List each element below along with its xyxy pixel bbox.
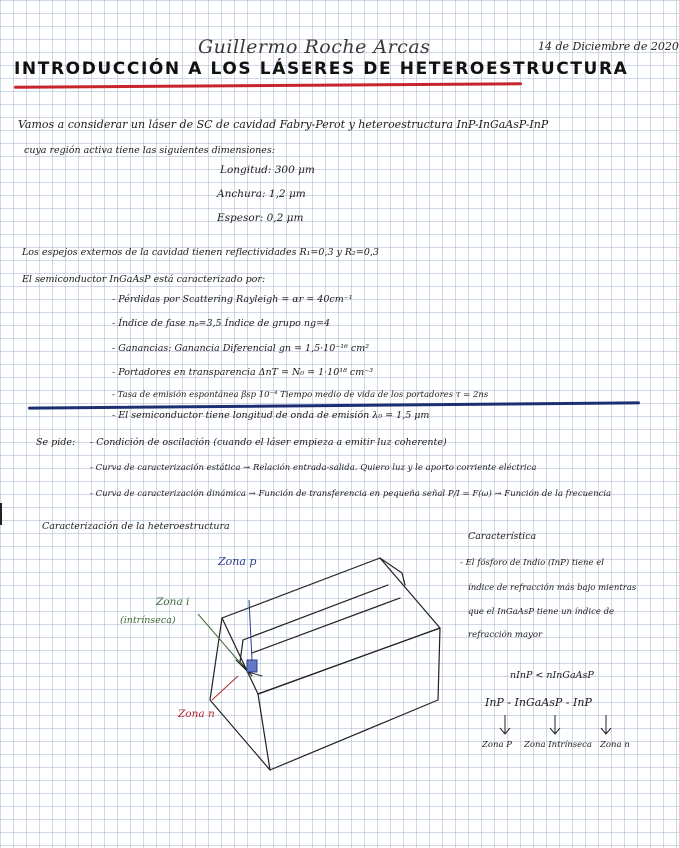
diagram-title: Caracterización de la heteroestructura xyxy=(42,521,230,532)
asked-static-curve: - Curva de caracterización estática → Relación entrada-salida. Quiero luz y le aporto corriente eléctrica xyxy=(90,463,537,473)
intro-line-2: cuya región activa tiene las siguientes dimensiones: xyxy=(24,145,275,156)
page-title: INTRODUCCIÓN A LOS LÁSERES DE HETEROESTRUCTURA xyxy=(14,59,629,79)
notes-title: Característica xyxy=(468,531,537,542)
asked-dynamic-curve: - Curva de caracterización dinámica → Función de transferencia en pequeña señal P/I = F(ω) → Función de la frecuencia xyxy=(90,489,612,499)
notes-zone-p: Zona P xyxy=(482,740,512,750)
notes-zone-n: Zona n xyxy=(600,740,630,750)
item-rayleigh: - Pérdidas por Scattering Rayleigh = αr = 40cm⁻¹ xyxy=(112,294,353,305)
notes-zone-intrinsic: Zona Intrínseca xyxy=(524,740,592,750)
notes-inequality: nInP < nInGaAsP xyxy=(510,670,594,681)
notes-line-1: - El fósforo de Indio (InP) tiene el xyxy=(460,558,604,568)
item-gain: - Ganancias: Ganancia Diferencial gn = 1,5·10⁻¹⁶ cm² xyxy=(112,343,370,354)
author-name: Guillermo Roche Arcas xyxy=(198,36,431,58)
dimension-length: Longitud: 300 μm xyxy=(220,164,315,176)
item-refractive-index: - Índice de fase nₚ=3,5 Índice de grupo ng=4 xyxy=(112,318,331,329)
date: 14 de Diciembre de 2020 xyxy=(538,40,679,53)
item-emission-rate: - Tasa de emisión espontánea βsp 10⁻⁴ Tiempo medio de vida de los portadores τ = 2ns xyxy=(112,390,489,400)
item-wavelength: - El semiconductor tiene longitud de onda de emisión λ₀ = 1,5 μm xyxy=(112,410,430,421)
notes-line-3: que el InGaAsP tiene un índice de xyxy=(468,607,615,617)
label-zona-p: Zona p xyxy=(218,555,257,568)
label-zona-n: Zona n xyxy=(178,708,215,720)
item-transparency: - Portadores en transparencia ΔnT = N₀ = 1·10¹⁸ cm⁻³ xyxy=(112,367,374,378)
notes-line-2: índice de refracción más bajo mientras xyxy=(468,583,637,593)
notes-line-4: refracción mayor xyxy=(468,630,543,640)
dimension-width: Anchura: 1,2 μm xyxy=(217,188,306,200)
intro-line-1: Vamos a considerar un láser de SC de cavidad Fabry-Perot y heteroestructura InP-InGaAsP-InP xyxy=(18,118,549,131)
asked-oscillation: - Condición de oscilación (cuando el láser empieza a emitir luz coherente) xyxy=(90,437,447,448)
dimension-thickness: Espesor: 0,2 μm xyxy=(217,212,304,224)
mirrors-line: Los espejos externos de la cavidad tienen reflectividades R₁=0,3 y R₂=0,3 xyxy=(22,247,379,258)
semiconductor-intro: El semiconductor InGaAsP está caracterizado por: xyxy=(22,274,266,285)
label-zona-i: Zona i xyxy=(156,596,190,608)
asked-label: Se pide: xyxy=(36,437,76,448)
label-zona-i-sub: (intrínseca) xyxy=(120,615,176,626)
notes-stack: InP - InGaAsP - InP xyxy=(485,696,592,709)
